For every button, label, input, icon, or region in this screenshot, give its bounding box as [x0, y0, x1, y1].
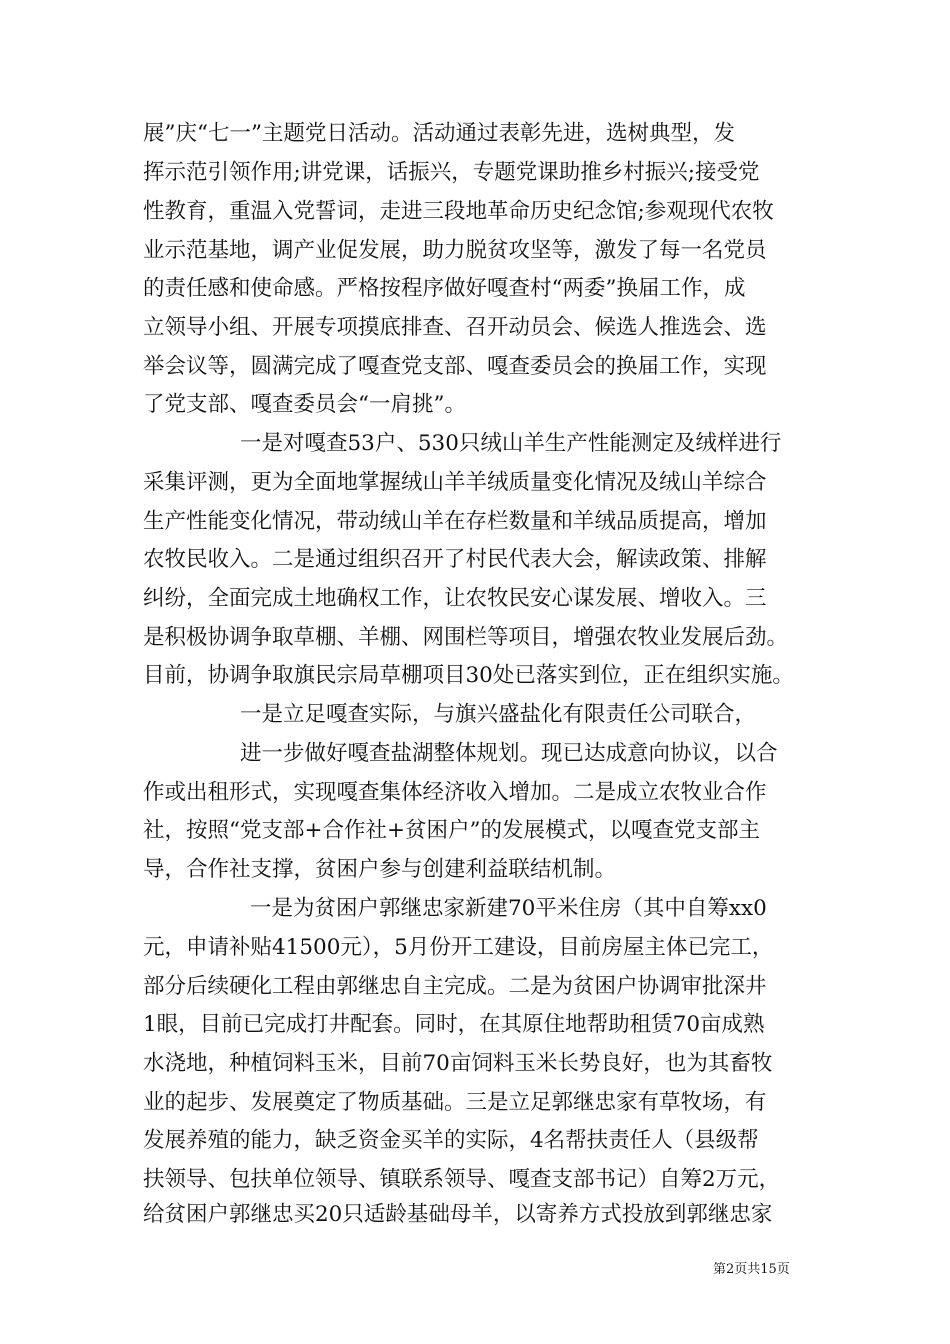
- text-line: 性教育，重温入党誓词，走进三段地革命历史纪念馆;参观现代农牧: [143, 199, 774, 224]
- text-line: 元，申请补贴41500元），5月份开工建设，目前房屋主体已完工，: [143, 935, 774, 960]
- text-line: 农牧民收入。二是通过组织召开了村民代表大会，解读政策、排解: [143, 547, 767, 572]
- text-line: 业的起步、发展奠定了物质基础。三是立足郭继忠家有草牧场，有: [143, 1090, 767, 1115]
- text-line: 导，合作社支撑，贫困户参与创建利益联结机制。: [143, 857, 617, 882]
- text-line: 部分后续硬化工程由郭继忠自主完成。二是为贫困户协调审批深井: [143, 974, 767, 999]
- text-line: 了党支部、嘎查委员会“一肩挑”。: [143, 392, 466, 417]
- text-line: 进一步做好嘎查盐湖整体规划。现已达成意向协议，以合: [240, 741, 778, 766]
- text-line: 采集评测，更为全面地掌握绒山羊羊绒质量变化情况及绒山羊综合: [143, 470, 767, 495]
- paragraph-first-line: 一是为贫困户郭继忠家新建70平米住房（其中自筹xx0: [250, 896, 767, 921]
- text-line: 是积极协调争取草棚、羊棚、网围栏等项目，增强农牧业发展后劲。: [143, 625, 789, 650]
- text-line: 1眼，目前已完成打井配套。同时，在其原住地帮助租赁70亩成熟: [143, 1012, 765, 1037]
- text-line: 纠纷，全面完成土地确权工作，让农牧民安心谋发展、增收入。三: [143, 586, 767, 611]
- text-line: 业示范基地，调产业促发展，助力脱贫攻坚等，激发了每一名党员: [143, 238, 767, 263]
- text-line: 社，按照“党支部+合作社+贫困户”的发展模式，以嘎查党支部主: [143, 818, 761, 843]
- text-line: 目前，协调争取旗民宗局草棚项目30处已落实到位，正在组织实施。: [143, 663, 794, 688]
- text-line: 发展养殖的能力，缺乏资金买羊的实际，4名帮扶责任人（县级帮: [143, 1128, 759, 1153]
- page-number: 第2页共15页: [713, 1262, 790, 1277]
- text-line: 展”庆“七一”主题党日活动。活动通过表彰先进，选树典型，发: [143, 121, 735, 146]
- text-line: 水浇地，种植饲料玉米，目前70亩饲料玉米长势良好，也为其畜牧: [143, 1051, 773, 1076]
- text-line: 作或出租形式，实现嘎查集体经济收入增加。二是成立农牧业合作: [143, 780, 767, 805]
- text-line: 挥示范引领作用;讲党课，话振兴，专题党课助推乡村振兴;接受党: [143, 160, 760, 185]
- paragraph-first-line: 一是对嘎查53户、530只绒山羊生产性能测定及绒样进行: [240, 431, 782, 456]
- text-line: 生产性能变化情况，带动绒山羊在存栏数量和羊绒品质提高，增加: [143, 509, 767, 534]
- text-line: 举会议等，圆满完成了嘎查党支部、嘎查委员会的换届工作，实现: [143, 354, 767, 379]
- text-line: 立领导小组、开展专项摸底排查、召开动员会、候选人推选会、选: [143, 315, 767, 340]
- paragraph-first-line: 一是立足嘎查实际，与旗兴盛盐化有限责任公司联合，: [240, 702, 757, 727]
- text-line: 的责任感和使命感。严格按程序做好嘎查村“两委”换届工作，成: [143, 276, 746, 301]
- text-line: 给贫困户郭继忠买20只适龄基础母羊，以寄养方式投放到郭继忠家: [143, 1202, 773, 1227]
- text-line: 扶领导、包扶单位领导、镇联系领导、嘎查支部书记）自筹2万元，: [143, 1167, 781, 1192]
